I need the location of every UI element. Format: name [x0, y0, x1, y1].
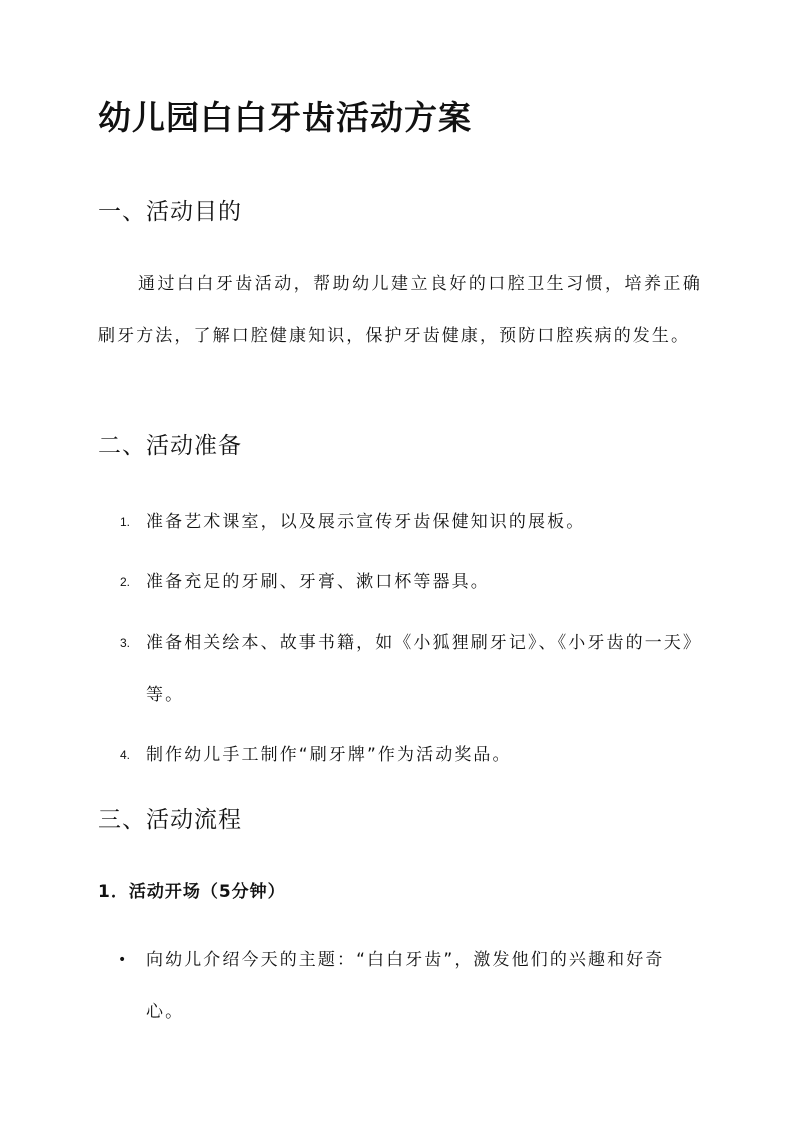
list-item-text: 制作幼儿手工制作“刷牙牌”作为活动奖品。 [146, 745, 512, 765]
list-item-text: 准备艺术课室，以及展示宣传牙齿保健知识的展板。 [146, 512, 586, 532]
bullet-item [118, 934, 698, 1038]
list-number: 3. [120, 636, 131, 650]
list-number: 2. [120, 575, 131, 589]
list-number: 1. [120, 515, 131, 529]
section-heading-purpose: 一、活动目的 [98, 199, 242, 225]
subsection-heading-opening: 1．活动开场（5分钟） [98, 882, 286, 902]
bullet-item-text: 向幼儿介绍今天的主题：“白白牙齿”，激发他们的兴趣和好奇心。 [146, 950, 665, 1022]
list-item-text: 准备充足的牙刷、牙膏、漱口杯等器具。 [146, 572, 490, 592]
list-item [120, 556, 700, 608]
section-heading-preparation: 二、活动准备 [98, 433, 242, 459]
list-item [120, 729, 700, 781]
list-item [120, 496, 700, 548]
bullet-marker: • [118, 952, 127, 968]
document-title: 幼儿园白白牙齿活动方案 [98, 98, 472, 137]
list-number: 4. [120, 748, 131, 762]
list-item [120, 617, 700, 721]
list-item-text: 准备相关绘本、故事书籍，如《小狐狸刷牙记》、《小牙齿的一天》等。 [146, 633, 694, 705]
purpose-paragraph: 通过白白牙齿活动，帮助幼儿建立良好的口腔卫生习惯，培养正确刷牙方法，了解口腔健康知识，保护牙齿健康，预防口腔疾病的发生。 [98, 274, 702, 346]
section-heading-process: 三、活动流程 [98, 807, 242, 833]
